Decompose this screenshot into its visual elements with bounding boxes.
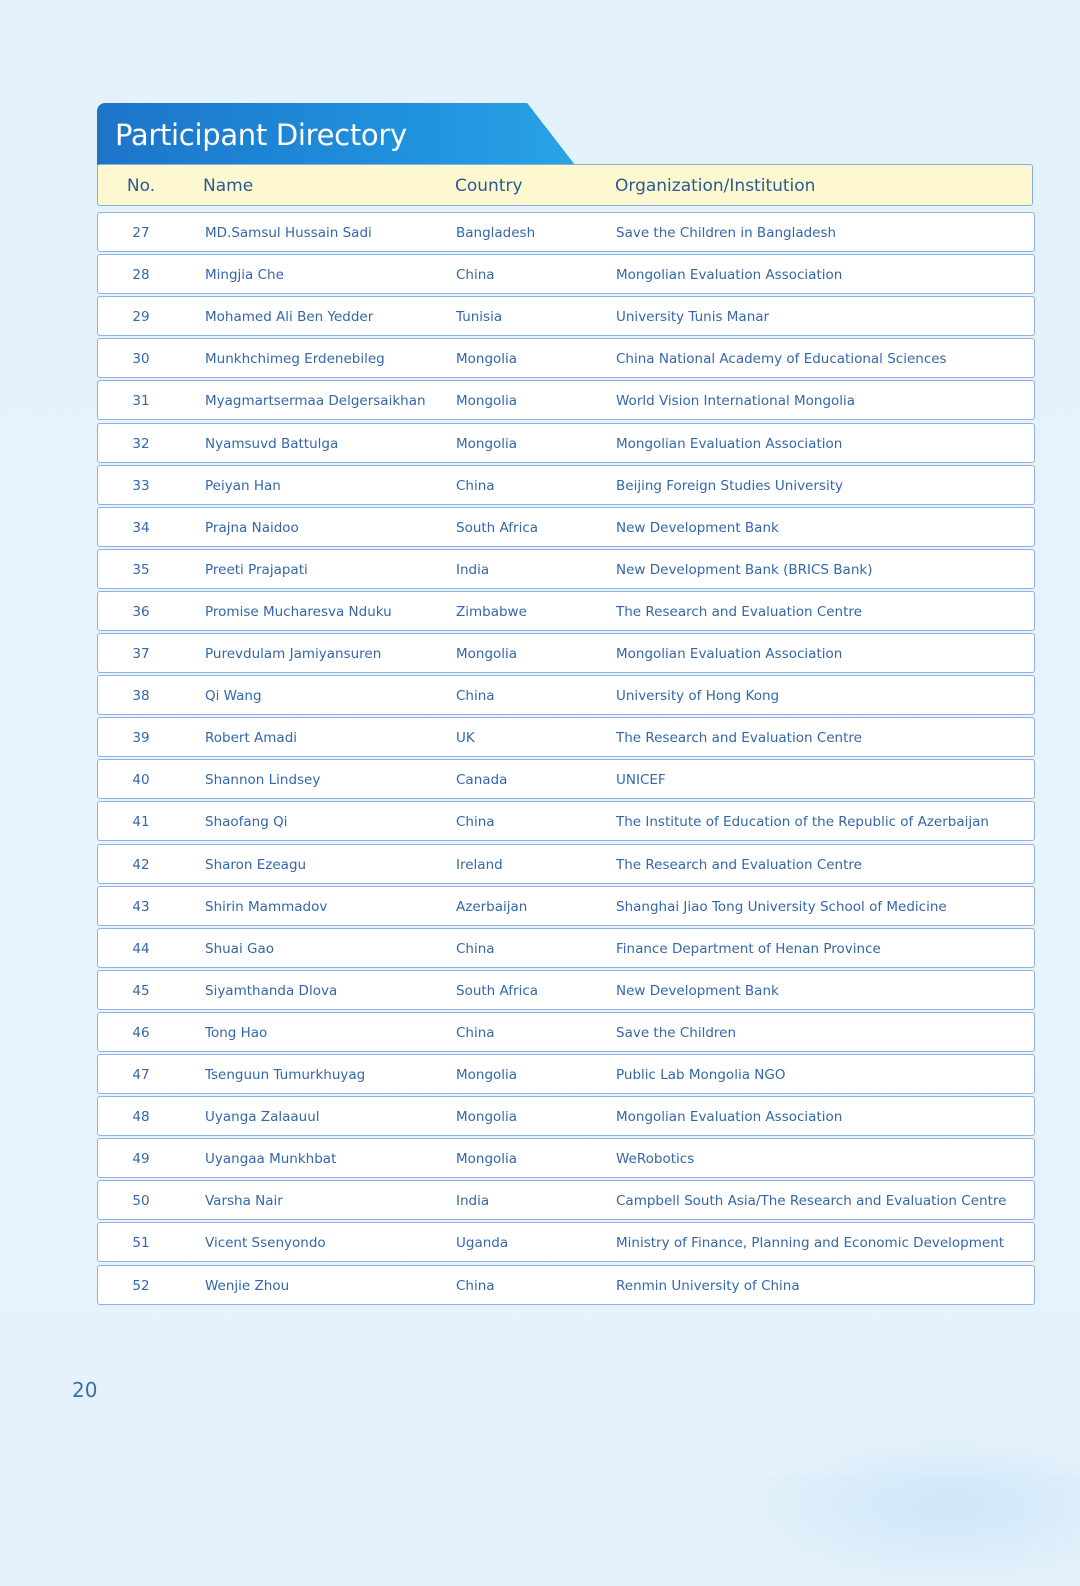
cell-no: 32 — [132, 436, 150, 452]
cell-organization: The Research and Evaluation Centre — [616, 604, 862, 620]
table-row — [97, 1138, 1035, 1178]
cell-no: 47 — [132, 1067, 150, 1083]
cell-no: 29 — [132, 309, 150, 325]
cell-organization: Save the Children in Bangladesh — [616, 225, 837, 241]
cell-organization: New Development Bank — [616, 520, 779, 536]
cell-organization: The Research and Evaluation Centre — [616, 857, 862, 873]
cell-country: China — [456, 688, 495, 704]
cell-organization: University Tunis Manar — [616, 309, 770, 325]
header-organization: Organization/Institution — [615, 176, 816, 196]
cell-no: 41 — [132, 814, 150, 830]
cell-name: Nyamsuvd Battulga — [205, 436, 339, 452]
cell-no: 52 — [132, 1278, 150, 1294]
cell-country: China — [456, 1025, 495, 1041]
cell-no: 34 — [132, 520, 150, 536]
table-row — [97, 380, 1035, 420]
cell-country: South Africa — [456, 983, 539, 999]
table-row — [97, 928, 1035, 968]
cell-organization: World Vision International Mongolia — [616, 393, 856, 409]
table-row — [97, 633, 1035, 673]
cell-no: 43 — [132, 899, 150, 915]
decorative-swoosh — [740, 1426, 1080, 1586]
cell-no: 50 — [132, 1193, 150, 1209]
cell-no: 45 — [132, 983, 150, 999]
table-header — [97, 164, 1033, 206]
table-row — [97, 338, 1035, 378]
cell-organization: UNICEF — [616, 772, 666, 788]
cell-country: China — [456, 478, 495, 494]
cell-no: 28 — [132, 267, 150, 283]
cell-name: Siyamthanda Dlova — [205, 983, 338, 999]
cell-name: Varsha Nair — [205, 1193, 283, 1209]
cell-organization: Mongolian Evaluation Association — [616, 1109, 843, 1125]
table-row — [97, 1054, 1035, 1094]
cell-name: Uyanga Zalaauul — [205, 1109, 320, 1125]
table-row — [97, 1265, 1035, 1305]
cell-organization: Mongolian Evaluation Association — [616, 646, 843, 662]
cell-name: Shuai Gao — [205, 941, 274, 957]
cell-country: Mongolia — [456, 436, 518, 452]
cell-country: Uganda — [456, 1235, 509, 1251]
table-row — [97, 970, 1035, 1010]
cell-name: Purevdulam Jamiyansuren — [205, 646, 382, 662]
cell-organization: University of Hong Kong — [616, 688, 780, 704]
cell-name: Shirin Mammadov — [205, 899, 328, 915]
cell-no: 40 — [132, 772, 150, 788]
cell-organization: WeRobotics — [616, 1151, 695, 1167]
cell-organization: Finance Department of Henan Province — [616, 941, 881, 957]
header-country: Country — [455, 176, 523, 196]
table-row — [97, 675, 1035, 715]
cell-no: 30 — [132, 351, 150, 367]
cell-no: 48 — [132, 1109, 150, 1125]
table-row — [97, 717, 1035, 757]
cell-name: Prajna Naidoo — [205, 520, 299, 536]
cell-no: 46 — [132, 1025, 150, 1041]
cell-no: 31 — [132, 393, 150, 409]
cell-organization: The Institute of Education of the Republic of Azerbaijan — [616, 814, 989, 830]
cell-country: Mongolia — [456, 393, 518, 409]
table-row — [97, 886, 1035, 926]
cell-name: Qi Wang — [205, 688, 262, 704]
cell-country: India — [456, 1193, 490, 1209]
cell-organization: Campbell South Asia/The Research and Evaluation Centre — [616, 1193, 1007, 1209]
cell-country: Mongolia — [456, 1109, 518, 1125]
table-row — [97, 1222, 1035, 1262]
cell-organization: Save the Children — [616, 1025, 737, 1041]
page-number: 20 — [72, 1378, 98, 1402]
cell-country: Tunisia — [456, 309, 503, 325]
cell-no: 27 — [132, 225, 150, 241]
cell-no: 42 — [132, 857, 150, 873]
cell-no: 39 — [132, 730, 150, 746]
cell-organization: Mongolian Evaluation Association — [616, 267, 843, 283]
table-row — [97, 465, 1035, 505]
cell-no: 44 — [132, 941, 150, 957]
cell-country: Mongolia — [456, 351, 518, 367]
cell-name: Uyangaa Munkhbat — [205, 1151, 337, 1167]
cell-name: Tong Hao — [205, 1025, 268, 1041]
cell-name: Tsenguun Tumurkhuyag — [205, 1067, 366, 1083]
cell-country: Ireland — [456, 857, 503, 873]
cell-name: Robert Amadi — [205, 730, 298, 746]
cell-organization: Beijing Foreign Studies University — [616, 478, 843, 494]
cell-name: Sharon Ezeagu — [205, 857, 307, 873]
cell-country: Mongolia — [456, 1151, 518, 1167]
table-row — [97, 254, 1035, 294]
cell-no: 37 — [132, 646, 150, 662]
cell-name: Promise Mucharesva Nduku — [205, 604, 392, 620]
cell-organization: The Research and Evaluation Centre — [616, 730, 862, 746]
cell-name: Shannon Lindsey — [205, 772, 321, 788]
cell-organization: New Development Bank (BRICS Bank) — [616, 562, 873, 578]
cell-no: 51 — [132, 1235, 150, 1251]
cell-name: Munkhchimeg Erdenebileg — [205, 351, 385, 367]
cell-organization: Ministry of Finance, Planning and Economic Development — [616, 1235, 1005, 1251]
cell-country: Canada — [456, 772, 508, 788]
table-row — [97, 296, 1035, 336]
cell-country: Azerbaijan — [456, 899, 528, 915]
cell-name: Shaofang Qi — [205, 814, 288, 830]
cell-country: Zimbabwe — [456, 604, 527, 620]
cell-no: 49 — [132, 1151, 150, 1167]
header-no: No. — [126, 176, 156, 196]
cell-name: MD.Samsul Hussain Sadi — [205, 225, 372, 241]
cell-name: Vicent Ssenyondo — [205, 1235, 326, 1251]
cell-name: Peiyan Han — [205, 478, 281, 494]
table-row — [97, 591, 1035, 631]
cell-no: 36 — [132, 604, 150, 620]
cell-no: 38 — [132, 688, 150, 704]
cell-country: Bangladesh — [456, 225, 536, 241]
cell-name: Mingjia Che — [205, 267, 284, 283]
cell-country: South Africa — [456, 520, 539, 536]
cell-country: China — [456, 941, 495, 957]
table-row — [97, 1012, 1035, 1052]
cell-organization: New Development Bank — [616, 983, 779, 999]
cell-organization: Mongolian Evaluation Association — [616, 436, 843, 452]
cell-organization: Public Lab Mongolia NGO — [616, 1067, 786, 1083]
table-row — [97, 507, 1035, 547]
table-row — [97, 1180, 1035, 1220]
cell-no: 33 — [132, 478, 150, 494]
table-row — [97, 549, 1035, 589]
table-row — [97, 212, 1035, 252]
cell-organization: Shanghai Jiao Tong University School of Medicine — [616, 899, 947, 915]
table-row — [97, 801, 1035, 841]
cell-country: China — [456, 1278, 495, 1294]
cell-country: UK — [456, 730, 475, 746]
cell-no: 35 — [132, 562, 150, 578]
table-row — [97, 844, 1035, 884]
cell-name: Preeti Prajapati — [205, 562, 308, 578]
cell-name: Mohamed Ali Ben Yedder — [205, 309, 374, 325]
table-row — [97, 423, 1035, 463]
header-name: Name — [203, 176, 254, 196]
cell-name: Wenjie Zhou — [205, 1278, 290, 1294]
cell-name: Myagmartsermaa Delgersaikhan — [205, 393, 426, 409]
cell-country: Mongolia — [456, 646, 518, 662]
cell-country: China — [456, 267, 495, 283]
table-row — [97, 759, 1035, 799]
table-row — [97, 1096, 1035, 1136]
cell-country: China — [456, 814, 495, 830]
cell-country: India — [456, 562, 490, 578]
page-title: Participant Directory — [115, 118, 407, 152]
cell-organization: China National Academy of Educational Sciences — [616, 351, 947, 367]
cell-country: Mongolia — [456, 1067, 518, 1083]
cell-organization: Renmin University of China — [616, 1278, 800, 1294]
